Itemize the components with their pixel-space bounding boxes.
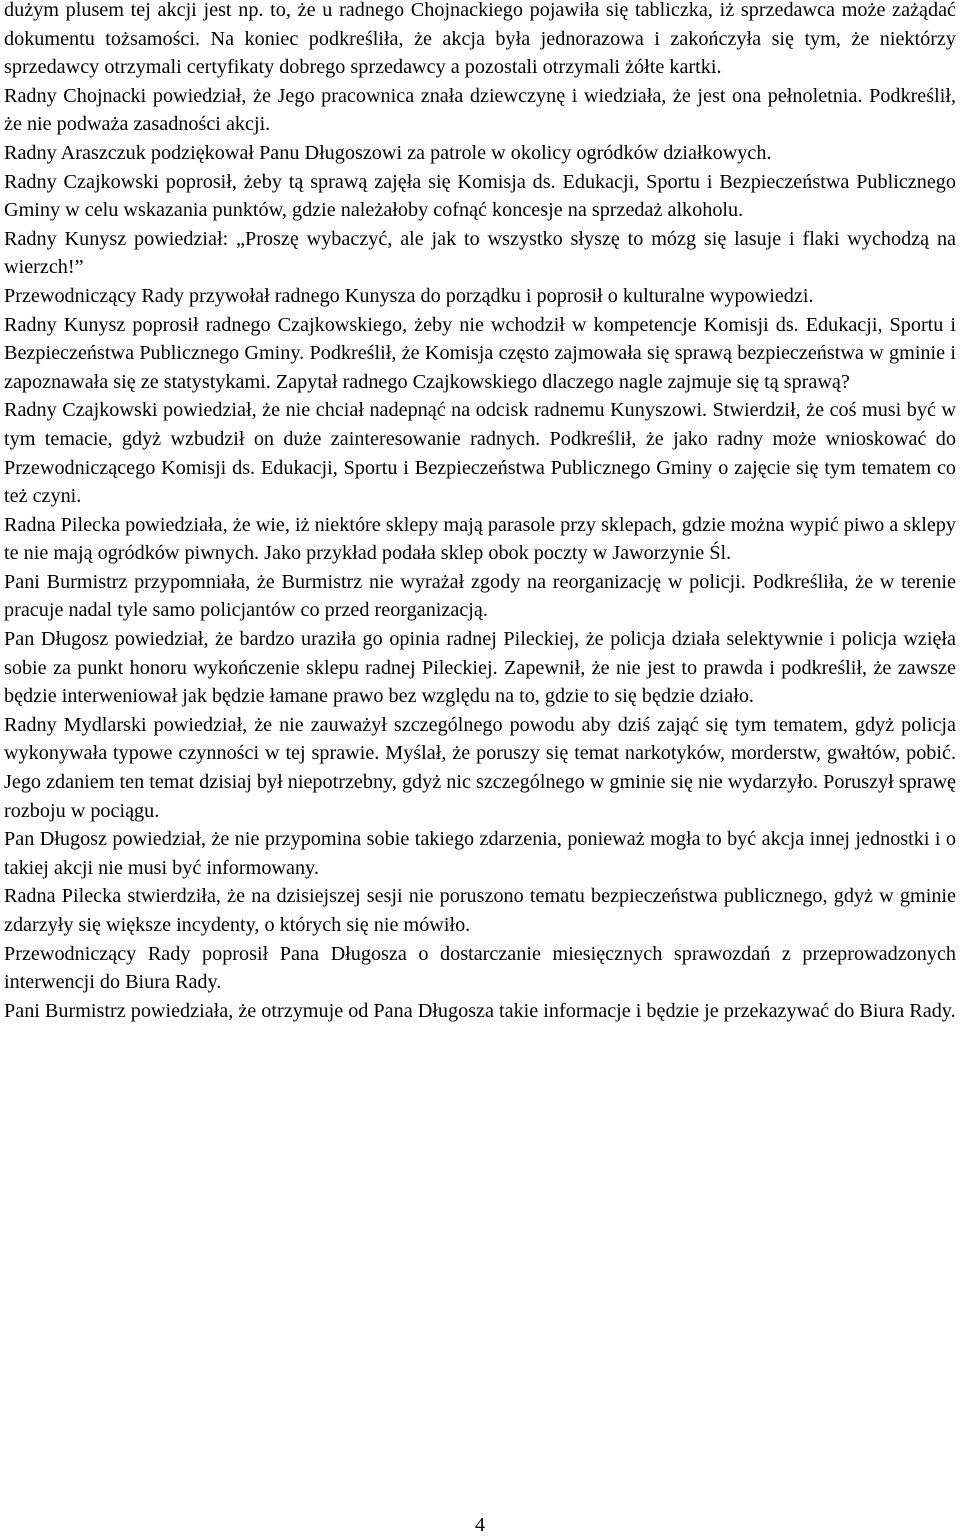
paragraph: Pani Burmistrz przypomniała, że Burmistrz nie wyrażał zgody na reorganizację w policji. Podkreśliła, że w terenie pracuje nadal tyle samo policjantów co przed reorganizacją. <box>4 570 956 622</box>
paragraph: Radny Chojnacki powiedział, że Jego pracownica znała dziewczynę i wiedziała, że jest ona pełnoletnia. Podkreślił, że nie podważa zasadności akcji. <box>4 84 956 136</box>
paragraph: Pani Burmistrz powiedziała, że otrzymuje od Pana Długosza takie informacje i będzie je przekazywać do Biura Rady. <box>4 999 956 1022</box>
paragraph: Radny Kunysz powiedział: „Proszę wybaczyć, ale jak to wszystko słyszę to mózg się lasuje i flaki wychodzą na wierzch!” <box>4 227 956 279</box>
paragraph: Radny Czajkowski poprosił, żeby tą sprawą zajęła się Komisja ds. Edukacji, Sportu i Bezpieczeństwa Publicznego Gminy w celu wskazania punktów, gdzie należałoby cofnąć koncesje na sprzedaż alkoholu. <box>4 170 956 222</box>
paragraph: Radny Mydlarski powiedział, że nie zauważył szczególnego powodu aby dziś zająć się tym tematem, gdyż policja wykonywała typowe czynności w tej sprawie. Myślał, że poruszy się temat narkotyków, morderstw, gwałtów, pobić. Jego zdaniem ten temat dzisiaj był niepotrzebny, gdyż nic szczególnego w gminie się nie wydarzyło. Poruszył sprawę rozboju w pociągu. <box>4 713 956 822</box>
paragraph: Przewodniczący Rady poprosił Pana Długosza o dostarczanie miesięcznych sprawozdań z przeprowadzonych interwencji do Biura Rady. <box>4 942 956 994</box>
paragraph: dużym plusem tej akcji jest np. to, że u radnego Chojnackiego pojawiła się tabliczka, iż sprzedawca może zażądać dokumentu tożsamości. Na koniec podkreśliła, że akcja była jednorazowa i zakończyła się tym, że niektórzy sprzedawcy otrzymali certyfikaty dobrego sprzedawcy a pozostali otrzymali żółte kartki. <box>4 0 956 79</box>
paragraph: Radny Araszczuk podziękował Panu Długoszowi za patrole w okolicy ogródków działkowych. <box>4 141 772 164</box>
paragraph: Przewodniczący Rady przywołał radnego Kunysza do porządku i poprosił o kulturalne wypowiedzi. <box>4 284 814 307</box>
paragraph: Pan Długosz powiedział, że bardzo uraziła go opinia radnej Pileckiej, że policja działa selektywnie i policja wzięła sobie za punkt honoru wykończenie sklepu radnej Pileckiej. Zapewnił, że nie jest to prawda i podkreślił, że zawsze będzie interweniował jak będzie łamane prawo bez względu na to, gdzie to się będzie działo. <box>4 628 956 708</box>
paragraph: Pan Długosz powiedział, że nie przypomina sobie takiego zdarzenia, ponieważ mogła to być akcja innej jednostki i o takiej akcji nie musi być informowany. <box>4 828 956 879</box>
page-number: 4 <box>475 1514 485 1536</box>
paragraph: Radna Pilecka stwierdziła, że na dzisiejszej sesji nie poruszono tematu bezpieczeństwa publicznego, gdyż w gminie zdarzyły się większe incydenty, o których się nie mówiło. <box>4 885 956 936</box>
paragraph: Radna Pilecka powiedziała, że wie, iż niektóre sklepy mają parasole przy sklepach, gdzie można wypić piwo a sklepy te nie mają ogródków piwnych. Jako przykład podała sklep obok poczty w Jaworzynie Śl. <box>4 513 956 565</box>
paragraph: Radny Czajkowski powiedział, że nie chciał nadepnąć na odcisk radnemu Kunyszowi. Stwierdził, że coś musi być w tym temacie, gdyż wzbudził on duże zainteresowanie radnych. Podkreślił, że jako radny może wnioskować do Przewodniczącego Komisji ds. Edukacji, Sportu i Bezpieczeństwa Publicznego Gminy o zajęcie się tym tematem co też czyni. <box>4 399 956 508</box>
paragraph: Radny Kunysz poprosił radnego Czajkowskiego, żeby nie wchodził w kompetencje Komisji ds. Edukacji, Sportu i Bezpieczeństwa Publicznego Gminy. Podkreślił, że Komisja często zajmowała się sprawą bezpieczeństwa w gminie i zapoznawała się ze statystykami. Zapytał radnego Czajkowskiego dlaczego nagle zajmuje się tą sprawą? <box>4 313 956 393</box>
document-body <box>4 0 956 1025</box>
